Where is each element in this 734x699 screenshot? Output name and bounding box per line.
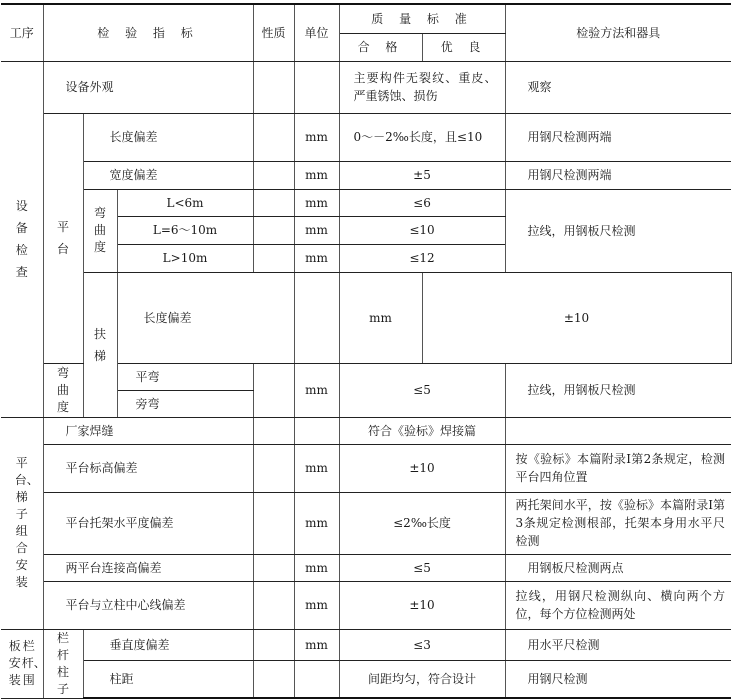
row-elev-method: 按《验标》本篇附录Ⅰ第2条规定，检测平台四角位置	[505, 444, 731, 492]
railing-post-label: 栏杆柱子	[56, 630, 69, 696]
row-bracket-unit: mm	[294, 492, 339, 554]
row-stair-bend-unit: mm	[294, 363, 339, 417]
platform-bend-group	[83, 189, 117, 272]
header-qualified: 合 格	[339, 33, 422, 61]
stair-label: 扶梯	[93, 326, 106, 363]
row-center-unit: mm	[294, 581, 339, 629]
railing-label-a: 栏杆、围	[21, 639, 46, 687]
row-appearance-standard: 主要构件无裂纹、重皮、严重锈蚀、损伤	[339, 61, 505, 113]
header-unit: 单位	[294, 4, 339, 61]
row-bend2-unit: mm	[294, 216, 339, 244]
row-appearance-nature	[253, 61, 294, 113]
row-stair-flat-item: 平弯	[117, 363, 253, 390]
row-elev-unit: mm	[294, 444, 339, 492]
row-platform-width-method: 用钢尺检测两端	[505, 161, 731, 189]
header-indicator: 检 验 指 标	[43, 4, 253, 61]
row-bend3-item: L>10m	[117, 244, 253, 272]
row-elev-standard: ±10	[339, 444, 505, 492]
row-bend3-nature	[253, 244, 294, 272]
header-method: 检验方法和器具	[505, 4, 731, 61]
row-platform-length-unit: mm	[294, 113, 339, 161]
row-weld-item: 厂家焊缝	[43, 417, 253, 444]
row-bend2-nature	[253, 216, 294, 244]
row-platform-width-item: 宽度偏差	[83, 161, 253, 189]
row-vert-unit: mm	[294, 629, 339, 661]
row-vert-standard: ≤3	[339, 629, 505, 661]
row-bracket-method: 两托架间水平，按《验标》本篇附录Ⅰ第3条规定检测根部，托架本身用水平尺检测	[505, 492, 731, 554]
row-stair-length-item: 长度偏差	[117, 272, 294, 363]
row-weld-unit	[294, 417, 339, 444]
railing-label-b: 板安装	[8, 639, 21, 687]
row-connect-standard: ≤5	[339, 554, 505, 581]
stair-bend-group	[43, 363, 83, 417]
row-bend1-item: L<6m	[117, 189, 253, 216]
row-platform-length-standard: 0～－2‰长度，且≤10	[339, 113, 505, 161]
row-connect-unit: mm	[294, 554, 339, 581]
row-platform-length-nature	[253, 113, 294, 161]
section-label: 设备检查	[15, 199, 28, 279]
row-stair-bend-method: 拉线，用钢板尺检测	[505, 363, 731, 417]
row-weld-method	[505, 417, 731, 444]
row-stair-length-nature	[294, 272, 339, 363]
group-platform	[43, 113, 83, 363]
row-bend3-unit: mm	[294, 244, 339, 272]
row-platform-length-item: 长度偏差	[83, 113, 253, 161]
row-bracket-nature	[253, 492, 294, 554]
row-stair-length-unit: mm	[339, 272, 422, 363]
section-railing	[1, 629, 46, 698]
assembly-label: 平台、梯子组合安装	[14, 456, 39, 589]
row-spacing-method: 用钢尺检测	[505, 661, 731, 698]
row-weld-nature	[253, 417, 294, 444]
row-stair-bend-nature	[253, 363, 294, 417]
row-bend2-standard: ≤10	[339, 216, 505, 244]
header-excellent: 优 良	[422, 33, 505, 61]
row-platform-width-unit: mm	[294, 161, 339, 189]
row-bend1-nature	[253, 189, 294, 216]
row-appearance-item: 设备外观	[43, 61, 253, 113]
row-bend1-unit: mm	[294, 189, 339, 216]
row-center-item: 平台与立柱中心线偏差	[43, 581, 253, 629]
row-connect-method: 用钢板尺检测两点	[505, 554, 731, 581]
row-bend3-standard: ≤12	[339, 244, 505, 272]
row-elev-nature	[253, 444, 294, 492]
row-bracket-item: 平台托架水平度偏差	[43, 492, 253, 554]
row-center-standard: ±10	[339, 581, 505, 629]
row-appearance-method: 观察	[505, 61, 731, 113]
section-assembly	[1, 417, 43, 629]
row-platform-width-standard: ±5	[339, 161, 505, 189]
row-center-method: 拉线，用钢尺检测纵向、横向两个方位，每个方位检测两处	[505, 581, 731, 629]
stair-bend-label: 弯曲度	[56, 365, 69, 414]
row-bracket-standard: ≤2‰长度	[339, 492, 505, 554]
row-stair-side-item: 旁弯	[117, 390, 253, 417]
group-label: 平台	[56, 220, 69, 256]
railing-post-group	[43, 629, 83, 698]
row-vert-method: 用水平尺检测	[505, 629, 731, 661]
row-elev-item: 平台标高偏差	[43, 444, 253, 492]
row-weld-standard: 符合《验标》焊接篇	[339, 417, 505, 444]
row-stair-bend-standard: ≤5	[339, 363, 505, 417]
row-spacing-item: 柱距	[83, 661, 253, 698]
row-platform-bend-method: 拉线，用钢板尺检测	[505, 189, 731, 272]
row-connect-item: 两平台连接高偏差	[43, 554, 253, 581]
row-platform-length-method: 用钢尺检测两端	[505, 113, 731, 161]
quality-table	[1, 3, 731, 699]
row-stair-length-standard: ±10	[422, 272, 731, 363]
bend-label: 弯曲度	[93, 206, 106, 254]
group-stair	[83, 272, 117, 417]
row-center-nature	[253, 581, 294, 629]
row-connect-nature	[253, 554, 294, 581]
row-vert-item: 垂直度偏差	[83, 629, 253, 661]
row-appearance-unit	[294, 61, 339, 113]
header-process: 工序	[1, 4, 43, 61]
row-bend2-item: L=6～10m	[117, 216, 253, 244]
row-spacing-nature	[253, 661, 294, 698]
section-equipment-check	[1, 61, 43, 417]
row-vert-nature	[253, 629, 294, 661]
row-bend1-standard: ≤6	[339, 189, 505, 216]
header-nature: 性质	[253, 4, 294, 61]
row-spacing-standard: 间距均匀，符合设计	[339, 661, 505, 698]
header-quality-standard: 质 量 标 准	[339, 4, 505, 33]
row-platform-width-nature	[253, 161, 294, 189]
row-spacing-unit	[294, 661, 339, 698]
